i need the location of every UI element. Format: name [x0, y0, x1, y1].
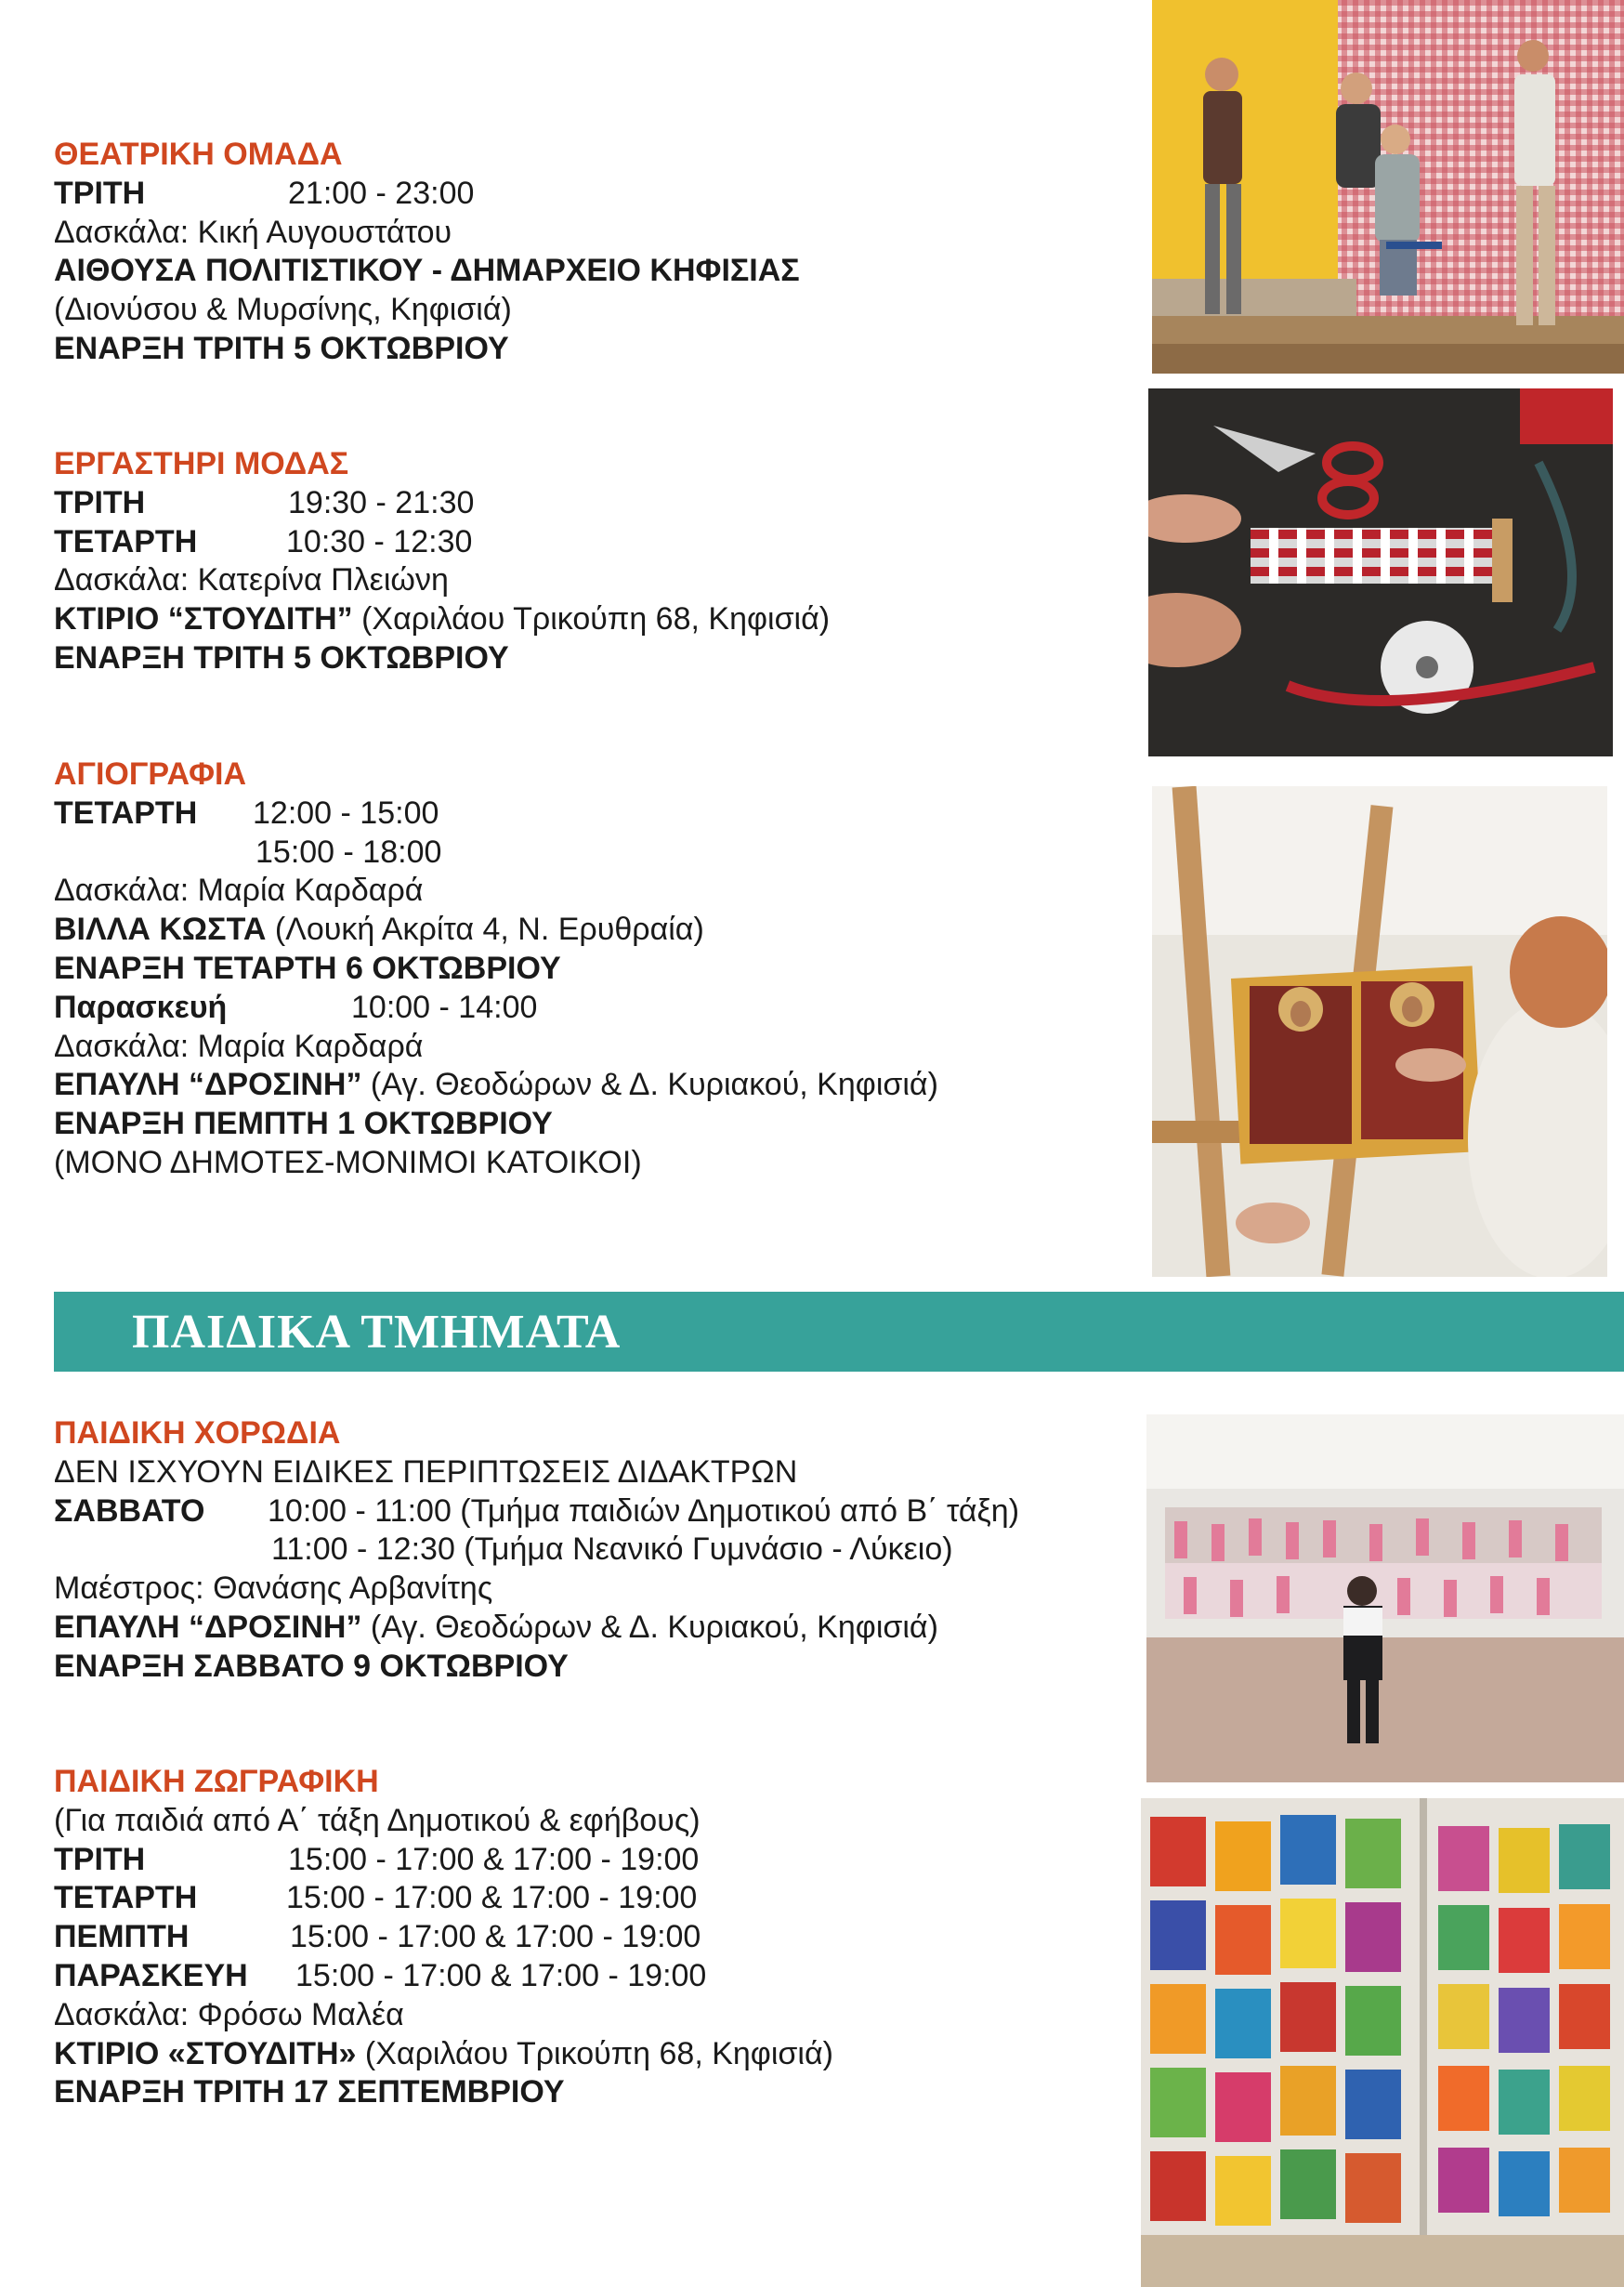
theatre-photo [1152, 0, 1624, 374]
schedule-time: 15:00 - 18:00 [255, 834, 442, 870]
start-date: ΕΝΑΡΞΗ ΣΑΒΒΑΤΟ 9 ΟΚΤΩΒΡΙΟΥ [54, 1648, 569, 1684]
note: ΔΕΝ ΙΣΧΥΟΥΝ ΕΙΔΙΚΕΣ ΠΕΡΙΠΤΩΣΕΙΣ ΔΙΔΑΚΤΡΩΝ [54, 1453, 798, 1490]
schedule-time: 21:00 - 23:00 [288, 175, 475, 211]
address: (Αγ. Θεοδώρων & Δ. Κυριακού, Κηφισιά) [361, 1609, 938, 1645]
note: (ΜΟΝΟ ΔΗΜΟΤΕΣ-ΜΟΝΙΜΟΙ ΚΑΤΟΙΚΟΙ) [54, 1144, 642, 1180]
schedule-day: ΤΕΤΑΡΤΗ [54, 795, 198, 831]
start-date: ΕΝΑΡΞΗ ΤΡΙΤΗ 5 ΟΚΤΩΒΡΙΟΥ [54, 639, 509, 676]
schedule-day: ΤΕΤΑΡΤΗ [54, 1880, 198, 1916]
banner-title: ΠΑΙΔΙΚΑ ΤΜΗΜΑΤΑ [132, 1306, 622, 1359]
teacher: Δασκάλα: Κική Αυγουστάτου [54, 214, 452, 250]
venue: ΚΤΙΡΙΟ “ΣΤΟΥΔΙΤΗ” [54, 601, 353, 637]
iconography-section [54, 756, 938, 1183]
section-banner [54, 1292, 1624, 1372]
venue: ΒΙΛΛΑ ΚΩΣΤΑ [54, 912, 267, 948]
schedule-day: ΠΑΡΑΣΚΕΥΗ [54, 1957, 248, 1993]
schedule-time: 15:00 - 17:00 & 17:00 - 19:00 [290, 1919, 701, 1955]
schedule-time: 11:00 - 12:30 (Τμήμα Νεανικό Γυμνάσιο - Λύκειο) [271, 1531, 953, 1568]
schedule-time: 15:00 - 17:00 & 17:00 - 19:00 [288, 1841, 700, 1877]
choir-photo [1146, 1414, 1624, 1782]
schedule-day: Παρασκευή [54, 989, 228, 1025]
theatre-section [54, 136, 800, 369]
section-title: ΘΕΑΤΡΙΚΗ ΟΜΑΔΑ [54, 137, 343, 172]
schedule-time: 10:00 - 14:00 [351, 989, 538, 1025]
iconography-photo [1152, 786, 1607, 1277]
start-date: ΕΝΑΡΞΗ ΤΡΙΤΗ 5 ΟΚΤΩΒΡΙΟΥ [54, 330, 509, 366]
schedule-time: 10:30 - 12:30 [286, 523, 473, 559]
teacher: Μαέστρος: Θανάσης Αρβανίτης [54, 1571, 493, 1607]
note: (Για παιδιά από Α΄ τάξη Δημοτικού & εφήβους) [54, 1802, 701, 1838]
choir-section [54, 1414, 1019, 1687]
schedule-day: ΤΕΤΑΡΤΗ [54, 523, 198, 559]
teacher: Δασκάλα: Μαρία Καρδαρά [54, 873, 424, 909]
painting-photo [1141, 1798, 1624, 2287]
section-title: ΑΓΙΟΓΡΑΦΙΑ [54, 756, 247, 792]
start-date: ΕΝΑΡΞΗ ΠΕΜΠΤΗ 1 ΟΚΤΩΒΡΙΟΥ [54, 1106, 553, 1142]
fashion-section [54, 445, 830, 678]
schedule-day: ΠΕΜΠΤΗ [54, 1919, 190, 1955]
schedule-time: 10:00 - 11:00 (Τμήμα παιδιών Δημοτικού από Β΄ τάξη) [268, 1492, 1020, 1529]
schedule-time: 12:00 - 15:00 [253, 795, 439, 831]
schedule-day: ΤΡΙΤΗ [54, 1841, 146, 1877]
teacher: Δασκάλα: Μαρία Καρδαρά [54, 1028, 424, 1064]
start-date: ΕΝΑΡΞΗ ΤΕΤΑΡΤΗ 6 ΟΚΤΩΒΡΙΟΥ [54, 950, 561, 986]
venue: ΕΠΑΥΛΗ “ΔΡΟΣΙΝΗ” [54, 1609, 362, 1645]
address: (Αγ. Θεοδώρων & Δ. Κυριακού, Κηφισιά) [361, 1067, 938, 1103]
painting-section [54, 1763, 833, 2112]
schedule-day: ΤΡΙΤΗ [54, 175, 146, 211]
address: (Λουκή Ακρίτα 4, Ν. Ερυθραία) [266, 912, 704, 948]
schedule-time: 15:00 - 17:00 & 17:00 - 19:00 [295, 1957, 707, 1993]
section-title: ΠΑΙΔΙΚΗ ΖΩΓΡΑΦΙΚΗ [54, 1764, 379, 1799]
address: (Χαριλάου Τρικούπη 68, Κηφισιά) [352, 601, 831, 637]
schedule-time: 15:00 - 17:00 & 17:00 - 19:00 [286, 1880, 698, 1916]
address: (Χαριλάου Τρικούπη 68, Κηφισιά) [356, 2035, 833, 2071]
address: (Διονύσου & Μυρσίνης, Κηφισιά) [54, 292, 512, 328]
teacher: Δασκάλα: Φρόσω Μαλέα [54, 1996, 404, 2032]
teacher: Δασκάλα: Κατερίνα Πλειώνη [54, 562, 449, 598]
schedule-day: ΤΡΙΤΗ [54, 484, 146, 520]
schedule-day: ΣΑΒΒΑΤΟ [54, 1492, 205, 1529]
schedule-time: 19:30 - 21:30 [288, 484, 475, 520]
venue: ΕΠΑΥΛΗ “ΔΡΟΣΙΝΗ” [54, 1067, 362, 1103]
venue: ΑΙΘΟΥΣΑ ΠΟΛΙΤΙΣΤΙΚΟΥ - ΔΗΜΑΡΧΕΙΟ ΚΗΦΙΣΙΑΣ [54, 253, 800, 289]
section-title: ΠΑΙΔΙΚΗ ΧΟΡΩΔΙΑ [54, 1415, 341, 1451]
fashion-photo [1148, 388, 1613, 756]
start-date: ΕΝΑΡΞΗ ΤΡΙΤΗ 17 ΣΕΠΤΕΜΒΡΙΟΥ [54, 2074, 565, 2110]
venue: ΚΤΙΡΙΟ «ΣΤΟΥΔΙΤΗ» [54, 2035, 357, 2071]
section-title: ΕΡΓΑΣΤΗΡΙ ΜΟΔΑΣ [54, 446, 349, 481]
